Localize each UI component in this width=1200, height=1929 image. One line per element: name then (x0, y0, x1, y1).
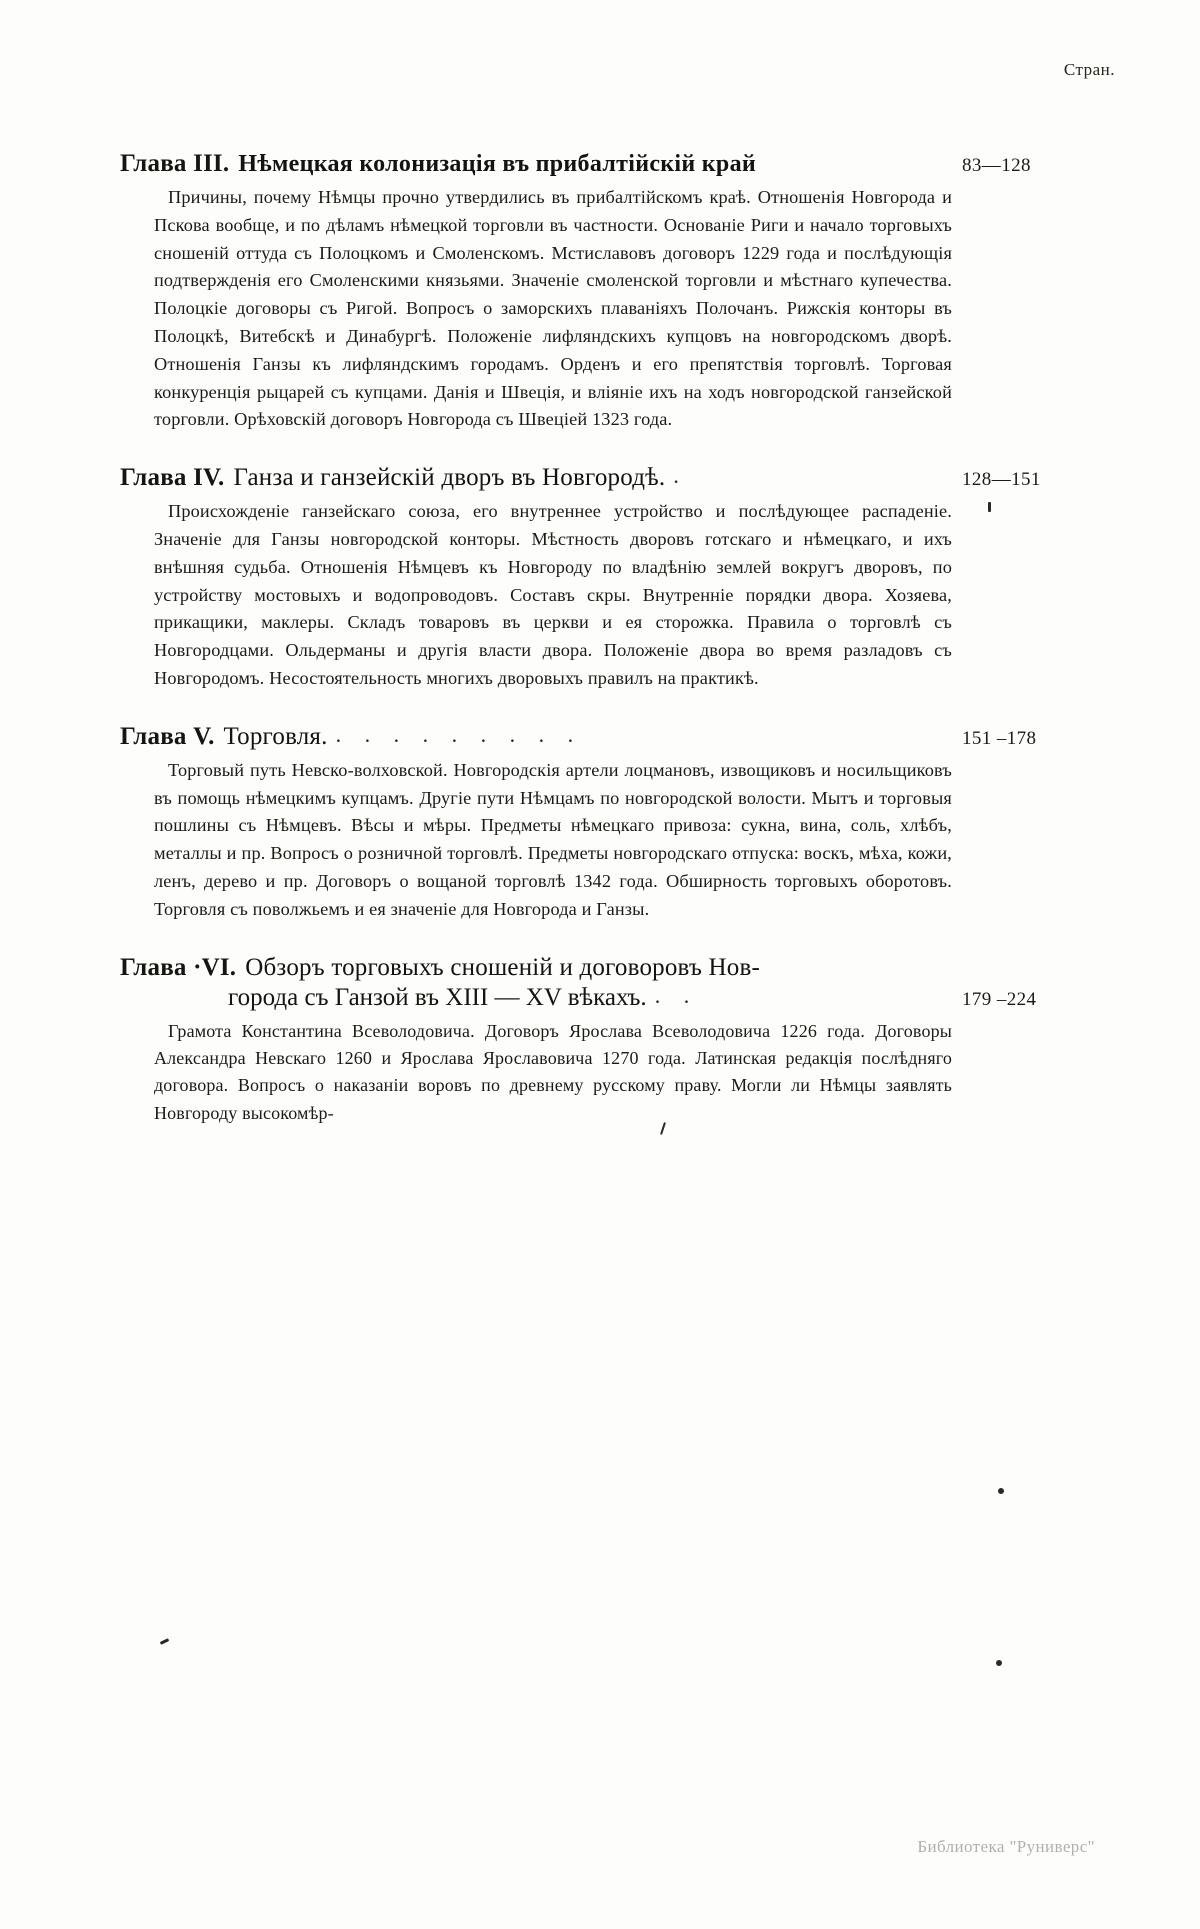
chapter-description: Торговый путь Невско-волховской. Новгородскія артели лоцмановъ, извощиковъ и носильщиковъ въ помощь нѣмецкимъ купцамъ. Другіе пути Нѣмцамъ по новгородской волости. Мытъ и торговыя пошлины съ Нѣмцевъ. Вѣсы и мѣры. Предметы нѣмецкаго привоза: сукна, вина, соль, хлѣбъ, металлы и пр. Вопросъ о розничной торговлѣ. Предметы новгородскаго отпуска: воскъ, мѣха, кожи, ленъ, дерево и пр. Договоръ о вощаной торговлѣ 1342 года. Обширность торговыхъ оборотовъ. Торговля съ поволжьемъ и ея значеніе для Новгорода и Ганзы. (154, 759, 952, 919)
toc-entry[interactable] (120, 464, 1070, 693)
chapter-title-continued: города съ Ганзой въ XIII — XV вѣкахъ. (228, 983, 647, 1011)
chapter-label: Глава III. (120, 150, 230, 177)
chapter-label: Глава V. (120, 722, 215, 750)
dot-leader: . (673, 463, 688, 489)
toc-entry-heading (120, 150, 1070, 178)
dot-leader: . . (654, 982, 699, 1008)
chapter-label: Глава ·VI. (120, 953, 237, 981)
toc-entry[interactable] (120, 954, 1070, 1127)
toc-entry-heading (120, 464, 1070, 492)
chapter-description: Грамота Константина Всеволодовича. Договоръ Ярослава Всеволодовича 1226 года. Договоры Александра Невскаго 1260 и Ярослава Ярославовича 1270 года. Латинская редакція послѣдняго договора. Вопросъ о наказаніи воровъ по древнему русскому праву. Могли ли Нѣмцы заявлять Новгороду высокомѣр- (154, 1020, 952, 1123)
chapter-title: Нѣмецкая колонизація въ прибалтійскій край (238, 151, 757, 177)
toc-entry-heading-continued (120, 984, 1070, 1012)
chapter-description: Происхожденіе ганзейскаго союза, его внутреннее устройство и послѣдующее распаденіе. Значеніе для Ганзы новгородской конторы. Мѣстность дворовъ готскаго и нѣмецкаго, и ихъ внѣшняя судьба. Отношенія Нѣмцевъ къ Новгороду по владѣнію землей вокругъ дворовъ, по устройству мостовыхъ и водопроводовъ. Составъ скры. Внутренніе порядки двора. Хозяева, прикащики, маклеры. Складъ товаровъ въ церкви и ея сторожка. Правила о торговлѣ съ Новгородцами. Ольдерманы и другія власти двора. Положеніе двора во время разладовъ съ Новгородомъ. Несостоятельность многихъ дворовыхъ правилъ на практикѣ. (154, 501, 952, 688)
page-column-header: Стран. (1063, 60, 1115, 79)
page-range: 83—128 (962, 155, 1031, 176)
toc-entry[interactable] (120, 150, 1070, 434)
page-range: 179 –224 (962, 988, 1037, 1010)
ink-speck (998, 1488, 1004, 1494)
page-range: 128—151 (962, 469, 1041, 491)
chapter-label: Глава IV. (120, 464, 225, 492)
table-of-contents (120, 150, 1070, 1710)
toc-entry[interactable] (120, 723, 1070, 924)
toc-entry-heading (120, 723, 1070, 751)
chapter-title: Ганза и ганзейскій дворъ въ Новгородѣ. (233, 464, 666, 492)
chapter-description: Причины, почему Нѣмцы прочно утвердились въ прибалтійскомъ краѣ. Отношенія Новгорода и Пскова вообще, и по дѣламъ нѣмецкой торговли въ частности. Основаніе Риги и начало торговыхъ сношеній оттуда съ Полоцкомъ и Смоленскомъ. Мстиславовъ договоръ 1229 года и послѣдующія подтвержденія его Смоленскими князьями. Значеніе смоленской торговли и мѣстнаго купечества. Полоцкіе договоры съ Ригой. Вопросъ о заморскихъ плаваніяхъ Полочанъ. Рижскія конторы въ Полоцкѣ, Витебскѣ и Динабургѣ. Положеніе лифляндскихъ купцовъ на новгородскомъ дворѣ. Отношенія Ганзы къ лифляндскимъ городамъ. Орденъ и его препятствія торговлѣ. Торговая конкуренція рыцарей съ купцами. Данія и Швеція, и вліяніе ихъ на ходъ новгородской ганзейской торговли. Орѣховскій договоръ Новгорода съ Швеціей 1323 года. (154, 187, 952, 430)
ink-speck (988, 502, 991, 512)
library-watermark: Библиотека "Руниверс" (917, 1837, 1095, 1856)
ink-speck (996, 1660, 1002, 1666)
toc-entry-heading (120, 954, 1070, 982)
chapter-title: Торговля. (223, 722, 328, 750)
page-range: 151 –178 (962, 727, 1037, 749)
chapter-title: Обзоръ торговыхъ сношеній и договоровъ Нов- (245, 953, 760, 981)
dot-leader: . . . . . . . . . (335, 721, 583, 747)
